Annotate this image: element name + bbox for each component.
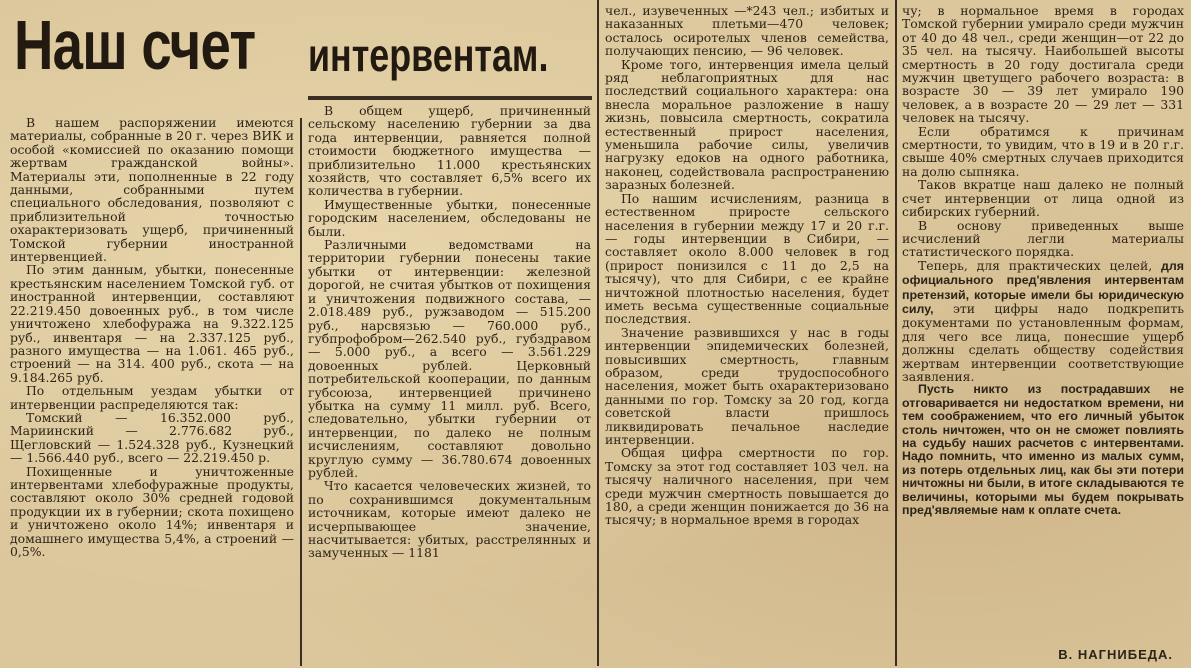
col4-paragraph: чу; в нормальное время в городах Томской губернии умирало среди мужчин от 40 до 48 чел., среди женщин—от 22 до 35 чел. на тысячу. Наибольшей высоты смертность в 20 году достигала среди мужчин цветущего рабочего возраста: в возрасте 30 — 39 лет умирало 190 человек, а в возрасте 20 — 29 лет — 331 человек на тысячу. [902,4,1184,126]
article-column-3 [605,4,889,664]
col1-paragraph: По этим данным, убытки, понесенные крестьянским населением Томской губ. от иностранной интервенции, составляют 22.219.450 довоенных руб., в том числе уничтожено хлебофуража на 9.322.125 руб., инвентаря — на 2.337.125 руб., разного имущества — на 1.061. 465 руб., строений — на 314. 400 руб., скота — на 9.184.265 руб. [10,262,294,385]
col2-paragraph: В общем ущерб, причиненный сельскому населению губернии за два года интервенции, равняется полной стоимости бюджетного имущества — приблизительно 11.000 крестьянских хозяйств, что составляет 6,5% всего их количества в губернии. [308,104,591,199]
col2-paragraph: Что касается человеческих жизней, то по сохранившимся документальным источникам, которые имеют далеко не исчерпывающее значение, насчитывается: убитых, расстрелянных и замученных — 1181 [308,478,591,561]
col3-paragraph: Кроме того, интервенция имела целый ряд неблагоприятных для нас последствий социального характера: она внесла моральное разложение в нашу жизнь, повысила смертность, сократила естественный прирост населения, уменьшила рабочие силы, увеличив нагрузку едоков на одного работника, наконец, содействовала распространению заразных болезней. [605,56,889,193]
article-column-1 [10,116,294,664]
col3-paragraph: По нашим исчислениям, разница в естественном приросте сельского населения в губернии между 17 и 20 г.г. — годы интервенции в Сибири, — составляет около 8.000 человек в год (прирост понизился с 11 до 2,5 на тысячу), что для Сибири, с ее крайне ничтожной плотностью населения, будет иметь весьма существенные социальные последствия. [605,190,889,327]
author-signature: В. НАГНИБЕДА. [1058,647,1173,662]
col3-paragraph: Значение развившихся у нас в годы интервенции эпидемических болезней, повысивших смертность, главным образом, среди трудоспособного населения, может быть охарактеризовано данными по гор. Томску за 20 год, когда советской власти пришлось ликвидировать печальное наследие интервенции. [605,324,889,447]
article-column-2 [308,104,591,664]
col3-paragraph: Общая цифра смертности по гор. Томску за этот год составляет 103 чел. на тысячу наличного населения, при чем среди мужчин смертность повышается до 180, а среди женщин понижается до 36 на тысячу; в нормальное время в городах [605,445,889,528]
col1-paragraph: В нашем распоряжении имеются материалы, собранные в 20 г. через ВИК и особой «комиссией по оказанию помощи жертвам гражданской войны». Материалы эти, пополненные в 22 году данными, собранными путем специального обследования, позволяют с приблизительной точностью охарактеризовать ущерб, причиненный Томской губернии иностранной интервенцией. [10,116,294,265]
column-rule-3 [895,0,897,666]
col4-mixed-tail: эти цифры надо подкрепить документами по установленным формам, для чего все лица, понесшие ущерб должны сделать обществу содействия жертвам интервенции соответствующие заявления. [902,300,1184,384]
col1-paragraph: Похищенные и уничтоженные интервентами хлебофуражные продукты, составляют около 30% средней годовой продукции их в губернии; скота похищено и уничтожено около 14%; инвентаря и домашнего имущества 5,4%, а строений — 0,5%. [10,463,294,559]
column-rule-2 [597,0,599,666]
col4-paragraph: Таков вкратце наш далеко не полный счет интервенции от лица одной из сибирских губерний. [902,177,1184,220]
article-column-4 [902,4,1184,644]
col2-paragraph: Имущественные убытки, понесенные городским населением, обследованы не были. [308,196,591,239]
column-rule-1 [300,118,302,666]
col1-paragraph: По отдельным уездам убытки от интервенции распределяются так: [10,383,294,412]
headline-underline [308,96,592,100]
col4-paragraph: В основу приведенных выше исчислений легли материалы статистического порядка. [902,217,1184,260]
col2-paragraph: Различными ведомствами на территории губернии понесены такие убытки от интервенции: железной дорогой, не считая убытков от похищения и уничтожения подвижного состава, — 2.018.489 руб., ружзаводом — 515.200 руб., нарсвязью — 760.000 руб., губпрофобром—262.540 руб., губздравом — 5.000 руб., а всего — 3.561.229 довоенных рублей. Церковный потребительской кооперации, по данным губсоюза, интервенцией причинено убытка на сумму 11 милл. руб. Всего, следовательно, убытки губернии от интервенции, по далеко не полным исчислениям, составляют довольно круглую сумму — 36.780.674 довоенных рублей. [308,237,591,480]
col4-paragraph: Если обратимся к причинам смертности, то увидим, что в 19 и в 20 г.г. свыше 40% смертных случаев приходится на долю сыпняка. [902,123,1184,179]
col4-mixed-lead: Теперь, для практических целей, [918,257,1153,273]
headline-left: Наш счет [14,6,256,84]
col4-mixed-paragraph [902,259,1184,384]
headline-right: интервентам. [308,29,549,81]
col4-closing-bold: Пусть никто из пострадавших не отговаривается ни недостатком времени, ни тем соображением, что его личный убыток столь ничтожен, что он не сможет повлиять на судьбу наших расчетов с интервентами. Надо помнить, что именно из малых сумм, из потерь отдельных лиц, как бы эти потери ничтожны ни были, в итоге складываются те величины, которыми мы будем покрывать пред'являемые нам к оплате счета. [902,382,1184,518]
col4-mixed-bold: для официального пред'явления интервентам претензий, которые имели бы юридическую силу, [902,258,1184,316]
col3-paragraph: чел., изувеченных —*243 чел.; избитых и наказанных плетьми—470 человек; осталось осиротелых членов семейства, получающих пенсию, — 96 человек. [605,4,889,59]
col1-paragraph: Томский — 16.352.000 руб., Мариинский — 2.776.682 руб., Щегловский — 1.524.328 руб., Кузнецкий— 1.566.440 руб., всего — 22.219.450 р. [10,409,294,466]
